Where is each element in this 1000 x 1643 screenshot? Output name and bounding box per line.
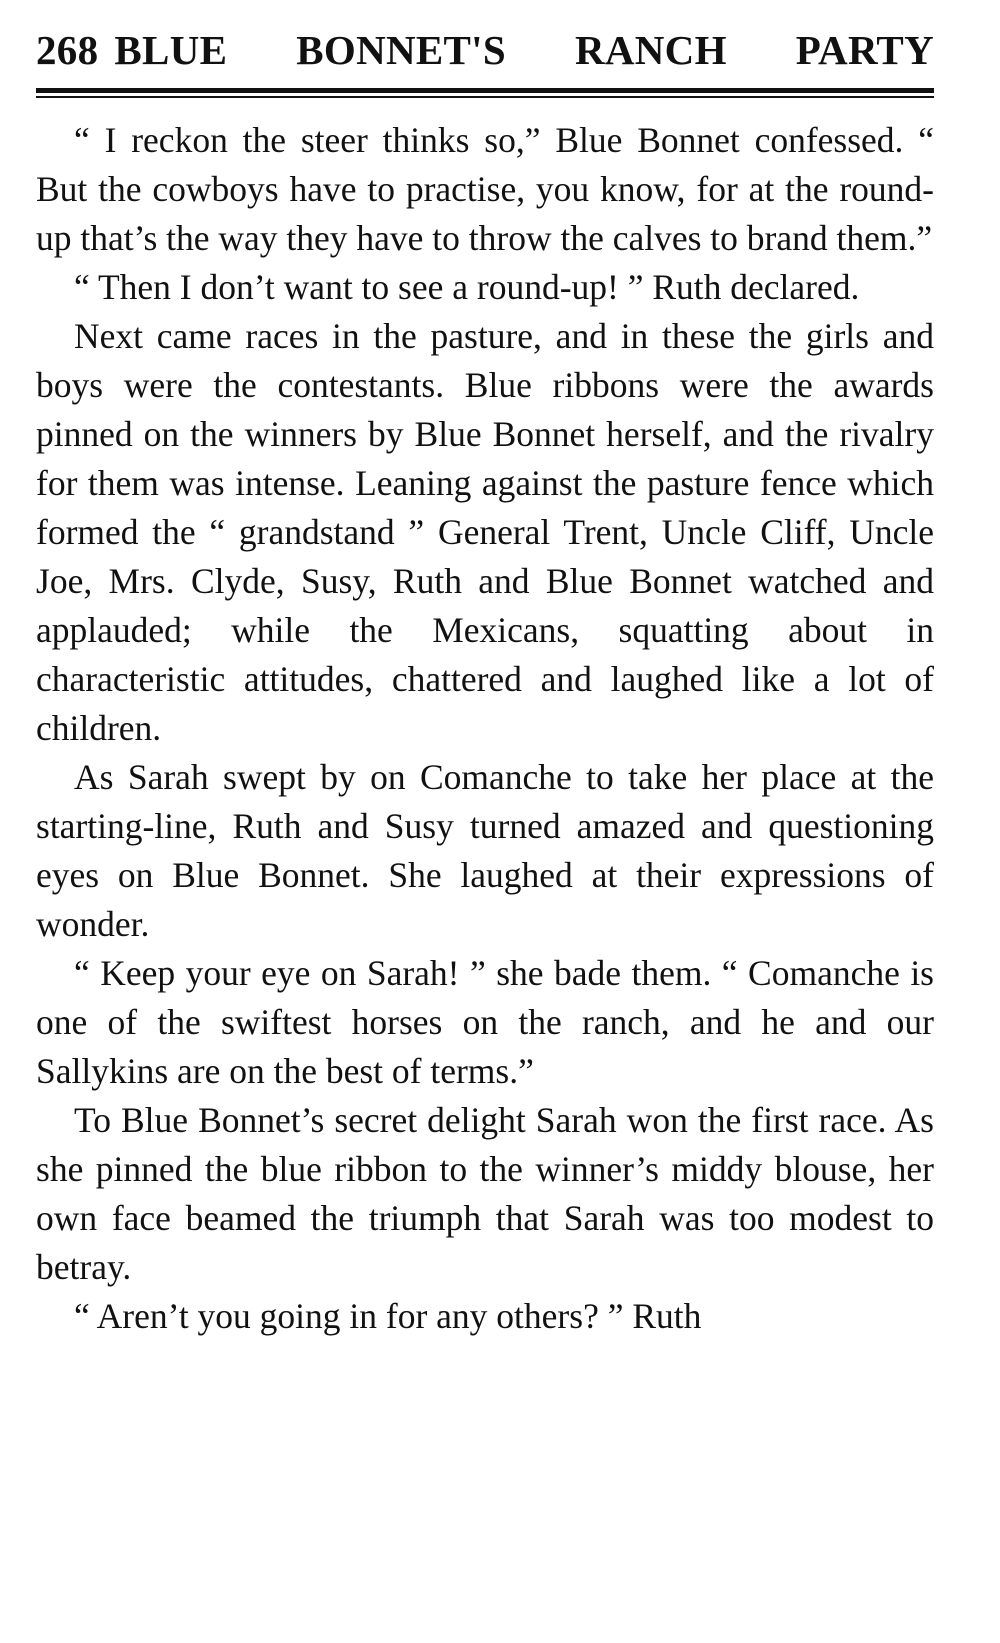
paragraph-3: Next came races in the pasture, and in these the girls and boys were the contestants. Blue ribbons were the awards pinned on the winners by Blue Bonnet herself, and the rivalry for them was intense. Leaning against the pasture fence which formed the “ grandstand ” General Trent, Uncle Cliff, Uncle Joe, Mrs. Clyde, Susy, Ruth and Blue Bonnet watched and applauded; while the Mexicans, squatting about in characteristic attitudes, chattered and laughed like a lot of children.: [36, 316, 934, 748]
body-text: [36, 116, 934, 1341]
book-page: [36, 24, 934, 1341]
paragraph-7: “ Aren’t you going in for any others? ” Ruth: [74, 1296, 702, 1336]
paragraph-4: As Sarah swept by on Comanche to take her place at the starting-line, Ruth and Susy turned amazed and questioning eyes on Blue Bonnet. She laughed at their expressions of wonder.: [36, 757, 934, 944]
running-header: [36, 24, 934, 78]
running-title: BLUE BONNET'S RANCH PARTY: [114, 27, 934, 73]
paragraph-1: “ I reckon the steer thinks so,” Blue Bonnet confessed. “ But the cowboys have to practise, you know, for at the round-up that’s the way they have to throw the calves to brand them.”: [36, 120, 934, 258]
header-rule-thin: [36, 96, 934, 98]
page-number: 268: [36, 27, 99, 73]
paragraph-2: “ Then I don’t want to see a round-up! ” Ruth declared.: [74, 267, 860, 307]
header-rule-thick: [36, 88, 934, 93]
paragraph-6: To Blue Bonnet’s secret delight Sarah won the first race. As she pinned the blue ribbon to the winner’s middy blouse, her own face beamed the triumph that Sarah was too modest to betray.: [36, 1100, 934, 1287]
header-rule: [36, 88, 934, 100]
paragraph-5: “ Keep your eye on Sarah! ” she bade them. “ Comanche is one of the swiftest horses on the ranch, and he and our Sallykins are on the best of terms.”: [36, 953, 934, 1091]
